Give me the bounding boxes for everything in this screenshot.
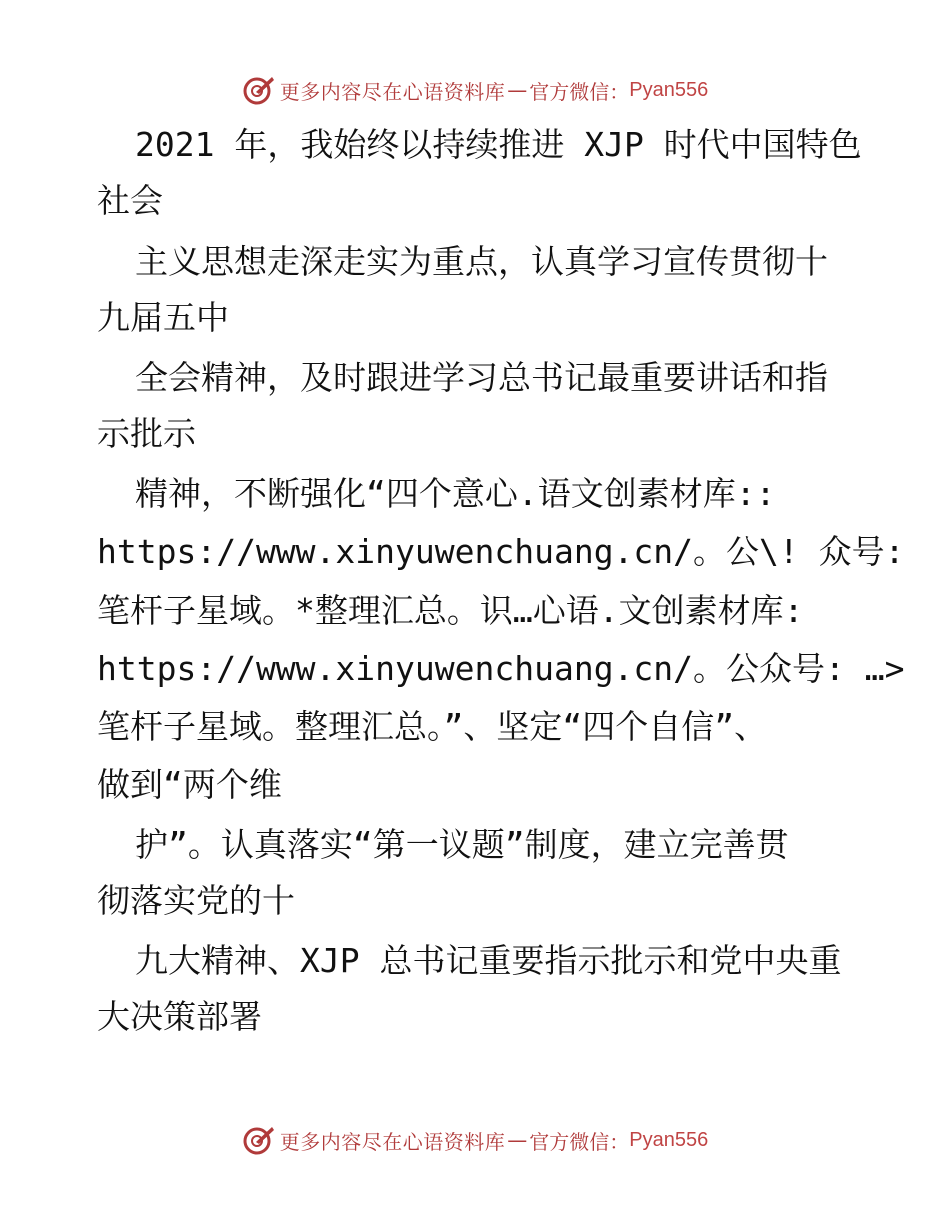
text-line: 精神，不断强化“四个意心.语文创素材库:: bbox=[135, 474, 776, 513]
text-line: https://www.xinyuwenchuang.cn/。公\! 众号: bbox=[97, 532, 905, 571]
footer-banner bbox=[0, 1120, 950, 1160]
text-line: 主义思想走深走实为重点，认真学习宣传贯彻十 bbox=[135, 242, 828, 281]
text-line: 笔杆子星域。整理汇总。”、坚定“四个自信”、 bbox=[97, 707, 768, 746]
text-line: 社会 bbox=[97, 181, 163, 220]
text-line: 九届五中 bbox=[97, 298, 229, 337]
text-line: 2021 年，我始终以持续推进 XJP 时代中国特色 bbox=[135, 125, 862, 164]
header-banner-text: 更多内容尽在心语资料库 bbox=[279, 79, 506, 104]
text-line: 护”。认真落实“第一议题”制度，建立完善贯 bbox=[135, 825, 789, 864]
text-line: 彻落实党的十 bbox=[97, 881, 295, 920]
text-line: https://www.xinyuwenchuang.cn/。公众号: …> bbox=[97, 649, 905, 688]
text-line: 做到“两个维 bbox=[97, 765, 282, 804]
text-line: 全会精神，及时跟进学习总书记最重要讲话和指 bbox=[135, 358, 828, 397]
header-banner-separator: — bbox=[507, 78, 528, 102]
pen-logo-icon bbox=[242, 73, 276, 107]
text-line: 大决策部署 bbox=[97, 997, 262, 1036]
header-wechat-id: Pyan556 bbox=[629, 78, 709, 101]
text-line: 笔杆子星域。*整理汇总。识…心语.文创素材库: bbox=[97, 591, 804, 630]
footer-wechat-id: Pyan556 bbox=[629, 1128, 709, 1151]
text-line: 九大精神、XJP 总书记重要指示批示和党中央重 bbox=[135, 941, 842, 980]
header-wechat-label: 官方微信： bbox=[529, 79, 630, 104]
footer-banner-text: 更多内容尽在心语资料库 bbox=[279, 1129, 506, 1154]
footer-banner-separator: — bbox=[507, 1128, 528, 1152]
footer-wechat-label: 官方微信： bbox=[529, 1129, 630, 1154]
pen-logo-icon bbox=[242, 1123, 276, 1157]
header-banner bbox=[0, 70, 950, 110]
text-line: 示批示 bbox=[97, 414, 196, 453]
